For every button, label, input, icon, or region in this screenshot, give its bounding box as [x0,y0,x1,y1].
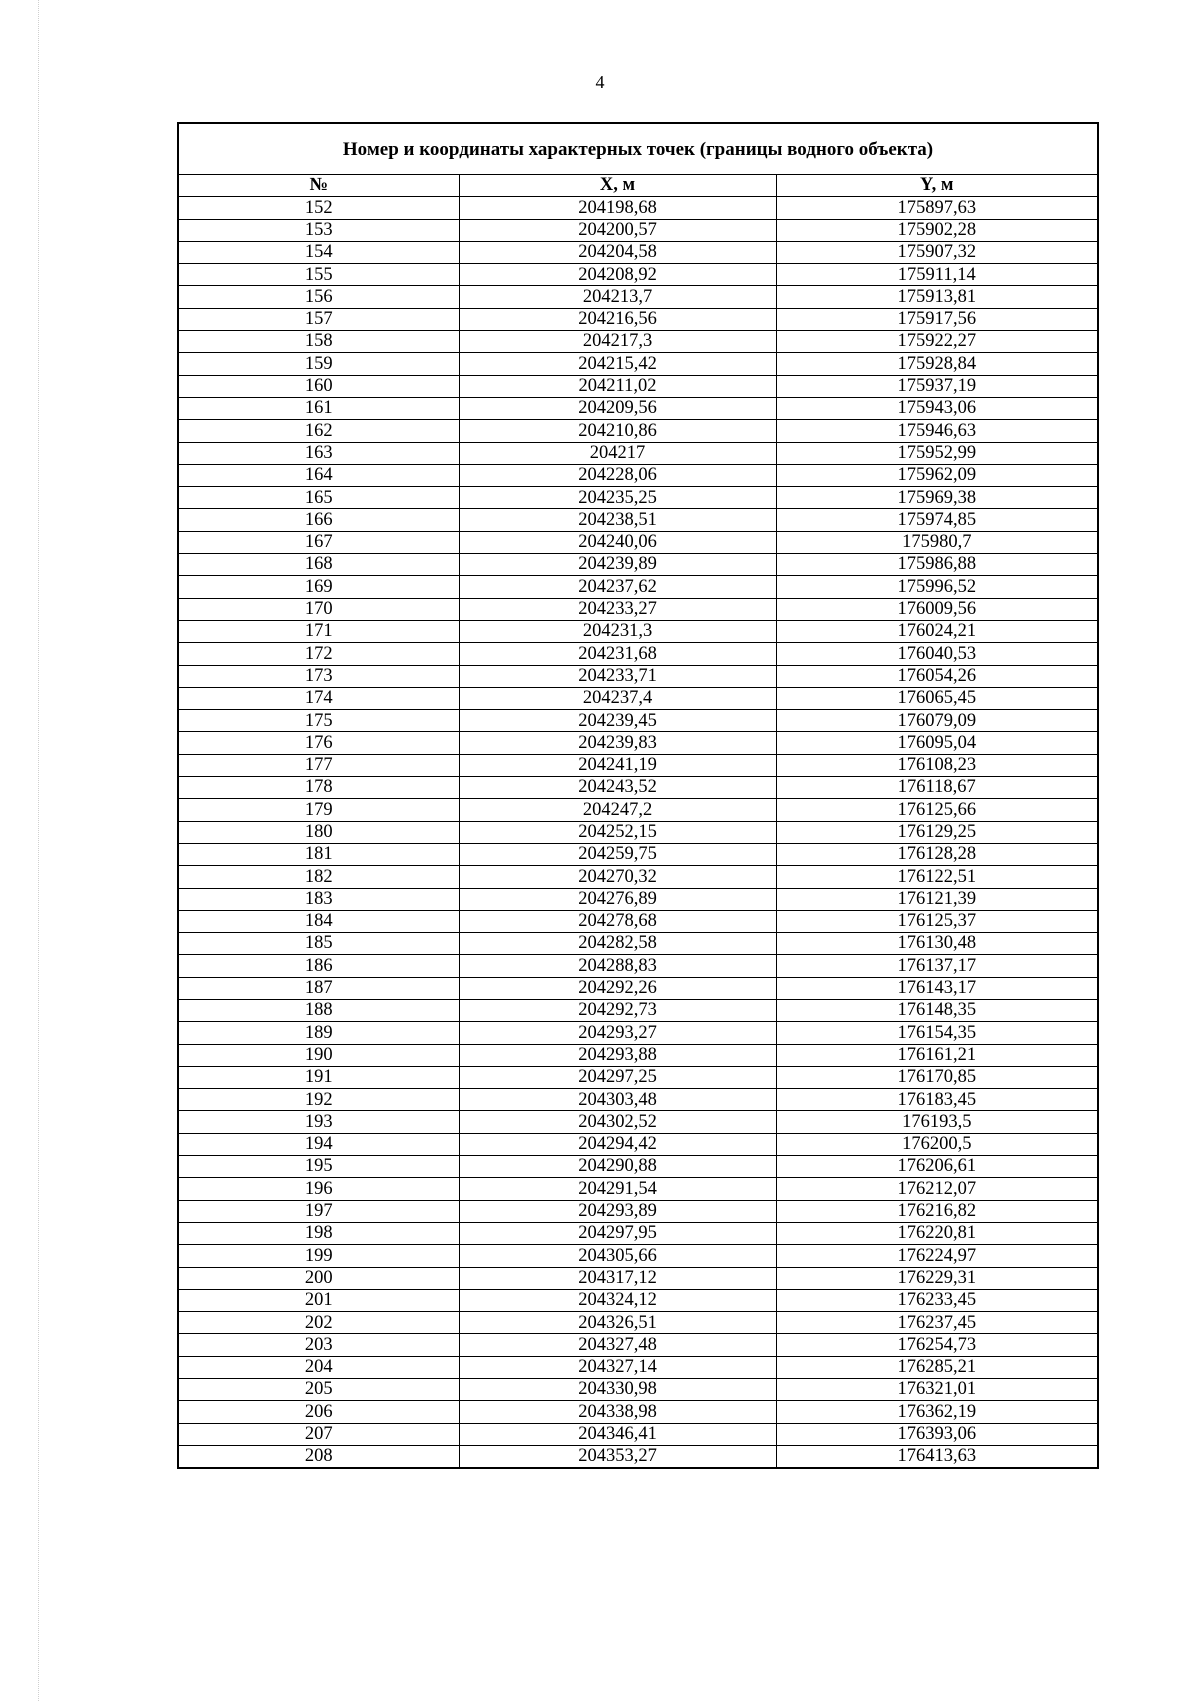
cell-y: 176108,23 [776,754,1098,776]
cell-y: 176009,56 [776,598,1098,620]
cell-y: 175897,63 [776,197,1098,219]
cell-number: 152 [178,197,459,219]
cell-y: 176362,19 [776,1401,1098,1423]
cell-y: 175937,19 [776,375,1098,397]
cell-x: 204259,75 [459,843,776,865]
table-row [178,576,1098,598]
cell-x: 204211,02 [459,375,776,397]
cell-number: 153 [178,219,459,241]
table-row [178,1267,1098,1289]
table-row [178,1156,1098,1178]
cell-y: 176206,61 [776,1156,1098,1178]
cell-x: 204330,98 [459,1379,776,1401]
cell-number: 177 [178,754,459,776]
cell-x: 204200,57 [459,219,776,241]
table-row [178,1245,1098,1267]
cell-y: 176130,48 [776,933,1098,955]
cell-x: 204270,32 [459,866,776,888]
cell-x: 204237,62 [459,576,776,598]
column-header-number: № [178,175,459,197]
cell-number: 183 [178,888,459,910]
table-row [178,1111,1098,1133]
cell-y: 176079,09 [776,710,1098,732]
cell-number: 195 [178,1156,459,1178]
cell-number: 206 [178,1401,459,1423]
cell-x: 204204,58 [459,241,776,263]
table-title: Номер и координаты характерных точек (границы водного объекта) [178,123,1098,175]
cell-x: 204215,42 [459,353,776,375]
page-number: 4 [595,72,605,92]
cell-x: 204217 [459,442,776,464]
table-row [178,331,1098,353]
table-row [178,487,1098,509]
table-row [178,977,1098,999]
cell-y: 176200,5 [776,1133,1098,1155]
cell-x: 204338,98 [459,1401,776,1423]
table-row [178,1089,1098,1111]
cell-number: 163 [178,442,459,464]
cell-number: 182 [178,866,459,888]
cell-x: 204247,2 [459,799,776,821]
cell-y: 175996,52 [776,576,1098,598]
cell-number: 192 [178,1089,459,1111]
cell-x: 204292,26 [459,977,776,999]
cell-number: 196 [178,1178,459,1200]
table-title-row [178,123,1098,175]
cell-number: 181 [178,843,459,865]
cell-x: 204241,19 [459,754,776,776]
cell-x: 204231,3 [459,620,776,642]
cell-number: 160 [178,375,459,397]
table-row [178,598,1098,620]
cell-y: 175969,38 [776,487,1098,509]
cell-x: 204252,15 [459,821,776,843]
cell-number: 175 [178,710,459,732]
table-row [178,397,1098,419]
cell-number: 190 [178,1044,459,1066]
table-row [178,531,1098,553]
cell-x: 204303,48 [459,1089,776,1111]
cell-y: 176024,21 [776,620,1098,642]
cell-x: 204213,7 [459,286,776,308]
cell-number: 186 [178,955,459,977]
cell-number: 157 [178,308,459,330]
cell-x: 204228,06 [459,464,776,486]
cell-y: 176193,5 [776,1111,1098,1133]
cell-number: 173 [178,665,459,687]
cell-y: 175907,32 [776,241,1098,263]
table-row [178,1200,1098,1222]
cell-y: 176413,63 [776,1445,1098,1468]
cell-y: 176220,81 [776,1222,1098,1244]
scan-edge [38,0,39,1701]
cell-number: 208 [178,1445,459,1468]
cell-number: 191 [178,1066,459,1088]
table-row [178,1356,1098,1378]
table-row [178,420,1098,442]
table-row [178,264,1098,286]
cell-y: 176065,45 [776,687,1098,709]
cell-number: 178 [178,777,459,799]
table-row [178,1312,1098,1334]
table-row [178,888,1098,910]
cell-number: 194 [178,1133,459,1155]
cell-number: 154 [178,241,459,263]
cell-y: 175946,63 [776,420,1098,442]
cell-x: 204240,06 [459,531,776,553]
table-row [178,1401,1098,1423]
cell-number: 165 [178,487,459,509]
table-row [178,799,1098,821]
table-row [178,219,1098,241]
cell-y: 176137,17 [776,955,1098,977]
table-row [178,821,1098,843]
table-row [178,643,1098,665]
cell-y: 176125,66 [776,799,1098,821]
cell-number: 197 [178,1200,459,1222]
cell-x: 204217,3 [459,331,776,353]
cell-y: 175986,88 [776,554,1098,576]
cell-number: 155 [178,264,459,286]
cell-number: 164 [178,464,459,486]
cell-y: 176183,45 [776,1089,1098,1111]
cell-y: 175952,99 [776,442,1098,464]
cell-number: 202 [178,1312,459,1334]
cell-x: 204239,45 [459,710,776,732]
table-row [178,509,1098,531]
table-row [178,732,1098,754]
cell-number: 189 [178,1022,459,1044]
cell-number: 156 [178,286,459,308]
cell-number: 188 [178,999,459,1021]
cell-x: 204276,89 [459,888,776,910]
table-body [178,197,1098,1468]
table-row [178,1066,1098,1088]
cell-y: 176118,67 [776,777,1098,799]
cell-y: 176128,28 [776,843,1098,865]
cell-y: 175902,28 [776,219,1098,241]
cell-x: 204324,12 [459,1289,776,1311]
cell-y: 175928,84 [776,353,1098,375]
cell-number: 207 [178,1423,459,1445]
table-row [178,687,1098,709]
table-row [178,1423,1098,1445]
cell-y: 176229,31 [776,1267,1098,1289]
cell-y: 176095,04 [776,732,1098,754]
cell-number: 168 [178,554,459,576]
table-row [178,286,1098,308]
table-row [178,197,1098,219]
table-row [178,1289,1098,1311]
cell-y: 175962,09 [776,464,1098,486]
cell-x: 204209,56 [459,397,776,419]
cell-x: 204216,56 [459,308,776,330]
table-row [178,1334,1098,1356]
cell-number: 201 [178,1289,459,1311]
cell-x: 204198,68 [459,197,776,219]
cell-number: 162 [178,420,459,442]
table-row [178,241,1098,263]
cell-x: 204208,92 [459,264,776,286]
cell-y: 176224,97 [776,1245,1098,1267]
cell-number: 167 [178,531,459,553]
table-row [178,1022,1098,1044]
cell-y: 176040,53 [776,643,1098,665]
cell-x: 204326,51 [459,1312,776,1334]
cell-y: 175917,56 [776,308,1098,330]
cell-number: 166 [178,509,459,531]
table-row [178,1222,1098,1244]
cell-number: 179 [178,799,459,821]
cell-y: 176143,17 [776,977,1098,999]
cell-x: 204292,73 [459,999,776,1021]
cell-number: 171 [178,620,459,642]
cell-number: 172 [178,643,459,665]
cell-x: 204243,52 [459,777,776,799]
table-row [178,353,1098,375]
cell-x: 204297,95 [459,1222,776,1244]
table-row [178,1133,1098,1155]
cell-x: 204288,83 [459,955,776,977]
cell-y: 176154,35 [776,1022,1098,1044]
cell-x: 204302,52 [459,1111,776,1133]
cell-y: 176212,07 [776,1178,1098,1200]
cell-x: 204327,14 [459,1356,776,1378]
cell-y: 175943,06 [776,397,1098,419]
table-row [178,933,1098,955]
cell-number: 180 [178,821,459,843]
cell-x: 204293,89 [459,1200,776,1222]
cell-y: 175922,27 [776,331,1098,353]
cell-x: 204353,27 [459,1445,776,1468]
cell-x: 204293,88 [459,1044,776,1066]
cell-y: 176170,85 [776,1066,1098,1088]
cell-number: 161 [178,397,459,419]
cell-number: 193 [178,1111,459,1133]
cell-y: 175980,7 [776,531,1098,553]
table-row [178,710,1098,732]
cell-x: 204327,48 [459,1334,776,1356]
cell-number: 174 [178,687,459,709]
table-row [178,1445,1098,1468]
cell-x: 204235,25 [459,487,776,509]
cell-x: 204291,54 [459,1178,776,1200]
table-row [178,777,1098,799]
cell-number: 176 [178,732,459,754]
table-row [178,665,1098,687]
cell-x: 204239,83 [459,732,776,754]
table-row [178,955,1098,977]
cell-y: 176321,01 [776,1379,1098,1401]
table-row [178,843,1098,865]
table-row [178,1044,1098,1066]
cell-number: 198 [178,1222,459,1244]
cell-y: 176129,25 [776,821,1098,843]
cell-x: 204210,86 [459,420,776,442]
cell-y: 176148,35 [776,999,1098,1021]
cell-y: 176216,82 [776,1200,1098,1222]
cell-number: 158 [178,331,459,353]
cell-number: 185 [178,933,459,955]
cell-x: 204231,68 [459,643,776,665]
cell-number: 200 [178,1267,459,1289]
cell-y: 176121,39 [776,888,1098,910]
cell-y: 175911,14 [776,264,1098,286]
cell-y: 176237,45 [776,1312,1098,1334]
table-row [178,910,1098,932]
cell-x: 204239,89 [459,554,776,576]
cell-number: 204 [178,1356,459,1378]
cell-x: 204293,27 [459,1022,776,1044]
cell-x: 204294,42 [459,1133,776,1155]
cell-y: 176161,21 [776,1044,1098,1066]
table-row [178,1379,1098,1401]
cell-y: 175913,81 [776,286,1098,308]
cell-number: 184 [178,910,459,932]
cell-y: 176393,06 [776,1423,1098,1445]
cell-y: 175974,85 [776,509,1098,531]
cell-x: 204233,27 [459,598,776,620]
cell-y: 176122,51 [776,866,1098,888]
cell-number: 203 [178,1334,459,1356]
cell-number: 159 [178,353,459,375]
cell-x: 204237,4 [459,687,776,709]
cell-number: 169 [178,576,459,598]
cell-y: 176054,26 [776,665,1098,687]
table-row [178,999,1098,1021]
cell-number: 187 [178,977,459,999]
cell-number: 199 [178,1245,459,1267]
table-row [178,754,1098,776]
table-row [178,464,1098,486]
cell-x: 204282,58 [459,933,776,955]
cell-x: 204238,51 [459,509,776,531]
table-row [178,866,1098,888]
cell-x: 204305,66 [459,1245,776,1267]
table-header-row [178,175,1098,197]
table-row [178,308,1098,330]
cell-x: 204297,25 [459,1066,776,1088]
cell-y: 176254,73 [776,1334,1098,1356]
cell-x: 204233,71 [459,665,776,687]
table-row [178,442,1098,464]
cell-y: 176125,37 [776,910,1098,932]
table-row [178,375,1098,397]
coordinates-table [177,122,1099,1469]
cell-x: 204317,12 [459,1267,776,1289]
cell-x: 204346,41 [459,1423,776,1445]
column-header-y: Y, м [776,175,1098,197]
column-header-x: X, м [459,175,776,197]
cell-number: 205 [178,1379,459,1401]
cell-x: 204278,68 [459,910,776,932]
cell-y: 176285,21 [776,1356,1098,1378]
cell-number: 170 [178,598,459,620]
table-row [178,1178,1098,1200]
table-row [178,620,1098,642]
cell-x: 204290,88 [459,1156,776,1178]
table-row [178,554,1098,576]
cell-y: 176233,45 [776,1289,1098,1311]
